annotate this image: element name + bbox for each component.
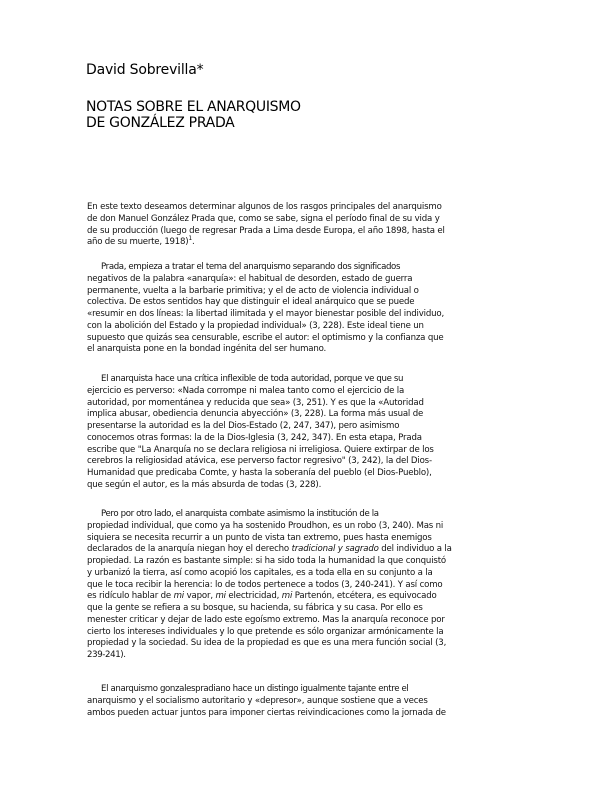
text-line: En este texto deseamos determinar algunos de los rasgos principales del anarquismo [87,202,442,212]
author-name: David Sobrevilla* [86,62,204,78]
paragraph-3 [87,374,527,492]
text-line: colectiva. De estos sentidos hay que distinguir el ideal anárquico que se puede [87,297,415,308]
text-line: de don Manuel González Prada que, como se sabe, signa el período final de su vida y [87,213,440,224]
title-line: NOTAS SOBRE EL ANARQUISMO [86,99,301,115]
text-line: siquiera se necesita recurrir a un punto de vista tan extremo, pues hasta enemigos [87,532,432,543]
text-line: Pero por otro lado, el anarquista combate asimismo la institución de la [101,509,379,519]
text-line: es ridículo hablar de mi vapor, mi electricidad, mi Partenón, etcétera, es equivocado [87,591,437,602]
text-line: de su producción (luego de regresar Prada a Lima desde Europa, el año 1898, hasta el [87,225,445,236]
text-line: propiedad individual, que como ya ha sostenido Proudhon, es un robo (3, 240). Mas ni [87,520,444,531]
text-line: cerebros la religiosidad atávica, ese perverso factor regresivo" (3, 242), la del Dios- [87,456,432,467]
text-line: escribe que "La Anarquía no se declara religiosa ni irreligiosa. Quiere extirpar de los [87,444,434,455]
text-line: 239-241). [87,650,126,660]
title-line: DE GONZÁLEZ PRADA [86,114,235,131]
text-line: conocemos otras formas: la de la Dios-Iglesia (3, 242, 347). En esta etapa, Prada [87,432,422,443]
text-line: propiedad. La razón es bastante simple: si ha sido toda la humanidad la que conquistó [87,556,446,566]
text-line: anarquismo y el socialismo autoritario y «depresor», aunque sostiene que a veces [87,695,428,706]
text-line: presentarse la autoridad es la del Dios-Estado (2, 247, 347), pero asimismo [87,421,400,431]
paragraph-4 [87,509,527,662]
sentence-end: . [191,237,195,248]
text-line: ambos pueden actuar juntos para imponer ciertas reivindicaciones como la jornada de [87,707,446,718]
text-line: cierto los intereses individuales y lo que pretende es sólo organizar armónicamente la [87,626,444,637]
text-line: permanente, vuelta a la barbarie primitiva; y el de acto de violencia individual o [87,285,419,296]
footnote-marker[interactable]: 1 [188,235,192,243]
paragraph-2 [87,262,527,356]
text-line: declarados de la anarquía niegan hoy el derecho tradicional y sagrado del individuo a la [87,544,452,555]
text-line: el anarquista pone en la bondad ingénita del ser humano. [87,344,327,355]
text-line: propiedad y la sociedad. Su idea de la propiedad es que es una mera función social (3, [87,638,447,649]
text-line: El anarquismo gonzalespradiano hace un distingo igualmente tajante entre el [101,684,409,694]
paragraph-1 [87,202,527,249]
article-title [86,100,301,131]
text-line: que le toca recibir la herencia: lo de todos pertenece a todos (3, 240-241). Y así como [87,579,443,590]
text-line: ejercicio es perverso: «Nada corrompe ni malea tanto como el ejercicio de la [87,385,405,396]
text-line: con la abolición del Estado y la propiedad individual» (3, 228). Este ideal tiene un [87,320,424,331]
text-line: y urbanizó la tierra, así como acopió los capitales, es a toda ella en su conjunto a la [87,567,433,578]
text-line: negativos de la palabra «anarquía»: el habitual de desorden, estado de guerra [87,273,413,284]
text-line: Prada, empieza a tratar el tema del anarquismo separando dos significados [101,262,401,272]
text-line: implica abusar, obediencia denuncia abyección» (3, 228). La forma más usual de [87,409,424,420]
text-line: «resumir en dos líneas: la libertad ilimitada y el mayor bienestar posible del individuo, [87,309,445,319]
text-line: supuesto que quizás sea censurable, escribe el autor: el optimismo y la confianza que [87,332,444,343]
text-line: que según el autor, es la más absurda de todas (3, 228). [87,479,322,490]
text-line: Humanidad que predicaba Comte, y hasta la soberanía del pueblo (el Dios-Pueblo), [87,468,432,478]
text-line: menester criticar y dejar de lado este egoísmo extremo. Mas la anarquía reconoce por [87,614,445,625]
text-line: El anarquista hace una crítica inflexible de toda autoridad, porque ve que su [101,374,404,384]
text-line: autoridad, por momentánea y reducida que sea» (3, 251). Y es que la «Autoridad [87,397,424,408]
text-line: año de su muerte, 1918)$^1$. [87,235,195,248]
paragraph-5 [87,684,527,719]
text-line: que la gente se refiera a su bosque, su hacienda, su fábrica y su casa. Por ello es [87,603,423,613]
